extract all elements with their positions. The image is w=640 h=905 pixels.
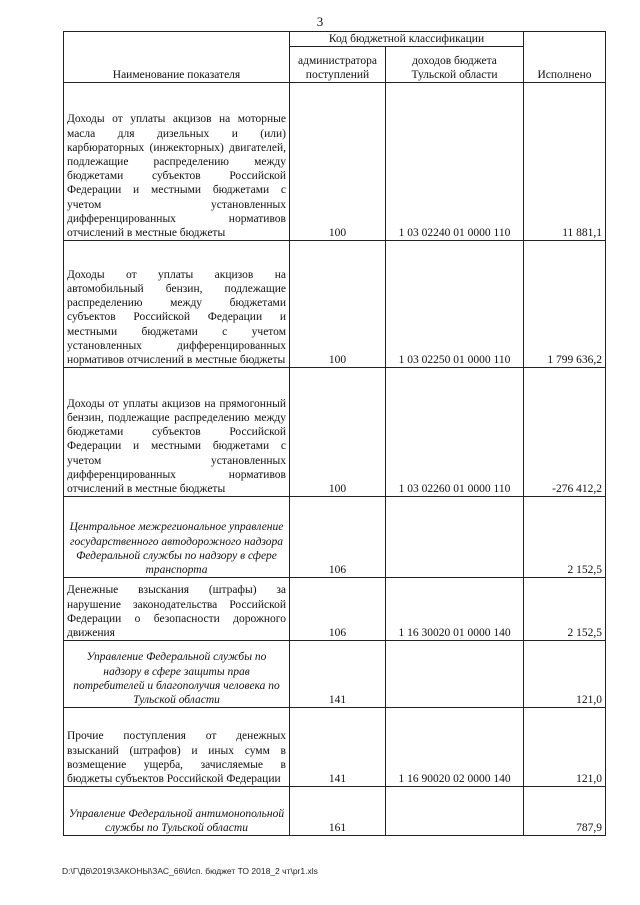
- table-row: [64, 368, 606, 497]
- table-row: [64, 578, 606, 641]
- agency-name: Управление Федеральной антимонопольной службы по Тульской области: [64, 787, 290, 836]
- budget-code: [386, 497, 524, 578]
- budget-code: 1 03 02260 01 0000 110: [386, 368, 524, 497]
- indicator-name: Доходы от уплаты акцизов на автомобильный бензин, подлежащие распределению между бюджетами субъектов Российской Федерации и местными бюджетами с учетом установленных дифференцированных нормативов отчислений в местные бюджеты: [64, 241, 290, 368]
- column-header-income: доходов бюджета Тульской области: [386, 47, 524, 83]
- executed-amount: 1 799 636,2: [524, 241, 606, 368]
- admin-code: 141: [290, 708, 386, 787]
- admin-code: 100: [290, 241, 386, 368]
- admin-code: 106: [290, 497, 386, 578]
- column-header-executed: Исполнено: [524, 32, 606, 83]
- executed-amount: 2 152,5: [524, 578, 606, 641]
- budget-code: 1 03 02240 01 0000 110: [386, 83, 524, 241]
- budget-code: 1 16 30020 01 0000 140: [386, 578, 524, 641]
- indicator-name: Доходы от уплаты акцизов на прямогонный бензин, подлежащие распределению между бюджетами субъектов Российской Федерации и местными бюджетами с учетом установленных дифференцированных нормативов отчислений в местные бюджеты: [64, 368, 290, 497]
- agency-name: Центральное межрегиональное управление государственного автодорожного надзора Федеральной службы по надзору в сфере транспорта: [64, 497, 290, 578]
- admin-code: 106: [290, 578, 386, 641]
- executed-amount: 787,9: [524, 787, 606, 836]
- budget-code: 1 03 02250 01 0000 110: [386, 241, 524, 368]
- table-row: [64, 641, 606, 708]
- executed-amount: 121,0: [524, 641, 606, 708]
- column-header-classification: Код бюджетной классификации: [290, 32, 524, 47]
- table-row: [64, 708, 606, 787]
- budget-report-table: [63, 31, 606, 836]
- budget-code: 1 16 90020 02 0000 140: [386, 708, 524, 787]
- table-row: [64, 241, 606, 368]
- budget-code: [386, 787, 524, 836]
- table-row: [64, 83, 606, 241]
- executed-amount: -276 412,2: [524, 368, 606, 497]
- indicator-name: Доходы от уплаты акцизов на моторные масла для дизельных и (или) карбюраторных (инжекторных) двигателей, подлежащие распределению между бюджетами субъектов Российской Федерации и местными бюджетами с учетом установленных дифференцированных нормативов отчислений в местные бюджеты: [64, 83, 290, 241]
- page-number: 3: [316, 14, 324, 29]
- admin-code: 141: [290, 641, 386, 708]
- admin-code: 100: [290, 368, 386, 497]
- column-header-name: Наименование показателя: [64, 32, 290, 83]
- indicator-name: Прочие поступления от денежных взысканий (штрафов) и иных сумм в возмещение ущерба, зачисляемые в бюджеты субъектов Российской Федерации: [64, 708, 290, 787]
- admin-code: 100: [290, 83, 386, 241]
- admin-code: 161: [290, 787, 386, 836]
- executed-amount: 11 881,1: [524, 83, 606, 241]
- column-header-admin: администратора поступлений: [290, 47, 386, 83]
- table-row: [64, 787, 606, 836]
- indicator-name: Денежные взыскания (штрафы) за нарушение законодательства Российской Федерации о безопасности дорожного движения: [64, 578, 290, 641]
- executed-amount: 121,0: [524, 708, 606, 787]
- agency-name: Управление Федеральной службы по надзору в сфере защиты прав потребителей и благополучия человека по Тульской области: [64, 641, 290, 708]
- file-path-footer: D:\Г\Д6\2019\ЗАКОНЫ\ЗАС_66\Исп. бюджет ТО 2018_2 чт\pr1.xls: [62, 866, 318, 876]
- table-row: [64, 497, 606, 578]
- budget-code: [386, 641, 524, 708]
- executed-amount: 2 152,5: [524, 497, 606, 578]
